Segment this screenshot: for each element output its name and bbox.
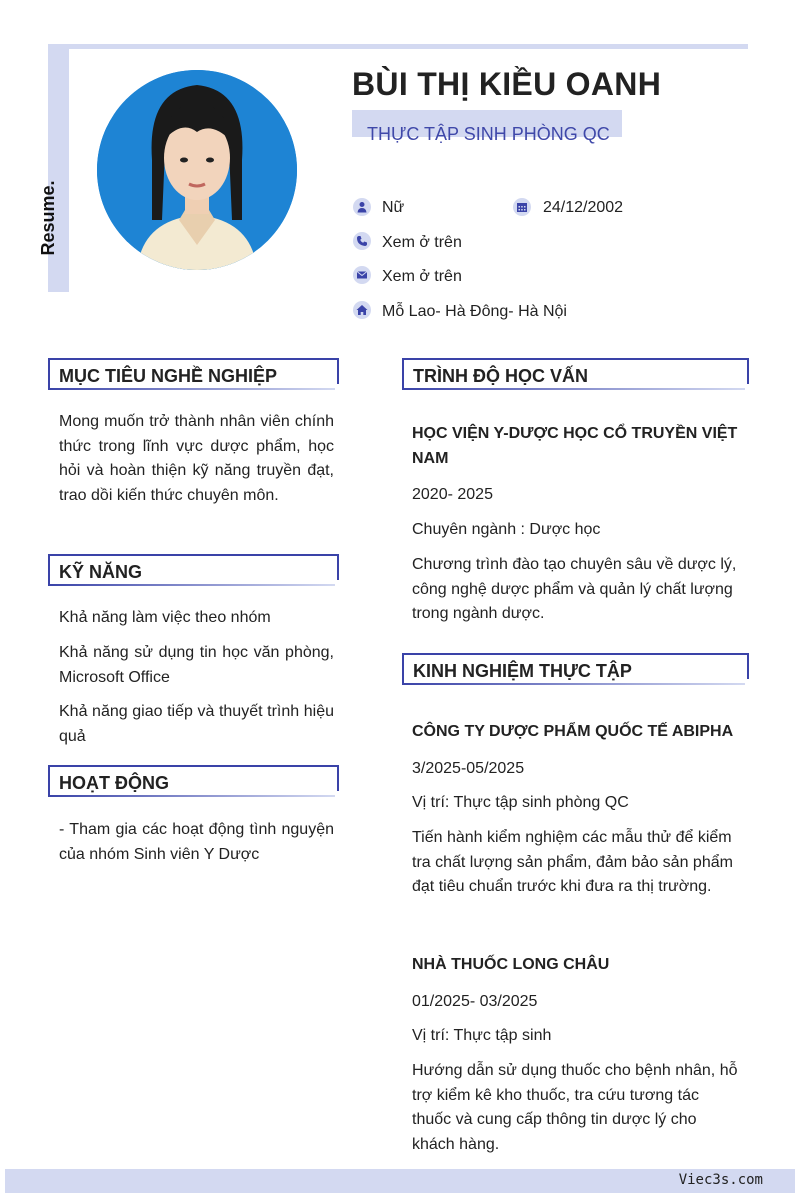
job-position: Vị trí: Thực tập sinh — [412, 1027, 552, 1044]
job-company: CÔNG TY DƯỢC PHẨM QUỐC TẾ ABIPHA — [412, 723, 734, 740]
job-company: NHÀ THUỐC LONG CHÂU — [412, 956, 610, 973]
skill-item: Khả năng sử dụng tin học văn phòng, Microsoft Office — [59, 644, 334, 686]
gender-value: Nữ — [382, 199, 405, 216]
footer-brand[interactable]: Viec3s.com — [678, 1172, 763, 1188]
skill-item: Khả năng giao tiếp và thuyết trình hiệu quả — [59, 703, 334, 745]
profile-photo — [97, 70, 297, 270]
job-description: Tiến hành kiểm nghiệm các mẫu thử để kiểm tra chất lượng sản phẩm, đảm bảo sản phẩm đạt tiêu chuẩn trước khi đưa ra thị trường. — [412, 829, 733, 895]
email-value[interactable]: Xem ở trên — [382, 268, 462, 285]
job-description: Hướng dẫn sử dụng thuốc cho bệnh nhân, hỗ trợ kiểm kê kho thuốc, tra cứu tương tác thuốc và cung cấp thông tin dược lý cho khách hàng. — [412, 1062, 738, 1153]
activities-text: - Tham gia các hoạt động tình nguyện của nhóm Sinh viên Y Dược — [59, 821, 334, 863]
home-icon — [353, 301, 371, 319]
job-title: THỰC TẬP SINH PHÒNG QC — [367, 124, 610, 144]
objective-heading: MỤC TIÊU NGHỀ NGHIỆP — [48, 358, 337, 390]
calendar-icon — [513, 198, 531, 216]
skills-heading: KỸ NĂNG — [48, 554, 337, 586]
activities-heading: HOẠT ĐỘNG — [48, 765, 337, 797]
phone-icon — [353, 232, 371, 250]
birthday-value: 24/12/2002 — [543, 199, 624, 216]
footer-bar — [5, 1169, 795, 1193]
job-period: 01/2025- 03/2025 — [412, 993, 538, 1010]
resume-side-label: Resume. — [38, 180, 58, 256]
person-icon — [353, 198, 371, 216]
phone-value[interactable]: Xem ở trên — [382, 234, 462, 251]
education-heading: TRÌNH ĐỘ HỌC VẤN — [402, 358, 747, 390]
job-position: Vị trí: Thực tập sinh phòng QC — [412, 794, 629, 811]
job-period: 3/2025-05/2025 — [412, 760, 525, 777]
education-school: HỌC VIỆN Y-DƯỢC HỌC CỔ TRUYỀN VIỆT NAM — [412, 425, 738, 467]
top-accent-bar — [48, 44, 748, 49]
experience-heading: KINH NGHIỆM THỰC TẬP — [402, 653, 747, 685]
email-icon — [353, 266, 371, 284]
candidate-name: BÙI THỊ KIỀU OANH — [352, 66, 662, 102]
education-description: Chương trình đào tạo chuyên sâu về dược lý, công nghệ dược phẩm và quản lý chất lượng trong ngành dược. — [412, 556, 737, 622]
skill-item: Khả năng làm việc theo nhóm — [59, 609, 271, 626]
objective-text: Mong muốn trở thành nhân viên chính thức trong lĩnh vực dược phẩm, học hỏi và hoàn thiện kỹ năng truyền đạt, trao dồi kiến thức chuyên môn. — [59, 413, 334, 504]
education-period: 2020- 2025 — [412, 486, 493, 503]
education-major: Chuyên ngành : Dược học — [412, 521, 601, 538]
address-value: Mỗ Lao- Hà Đông- Hà Nội — [382, 303, 567, 320]
